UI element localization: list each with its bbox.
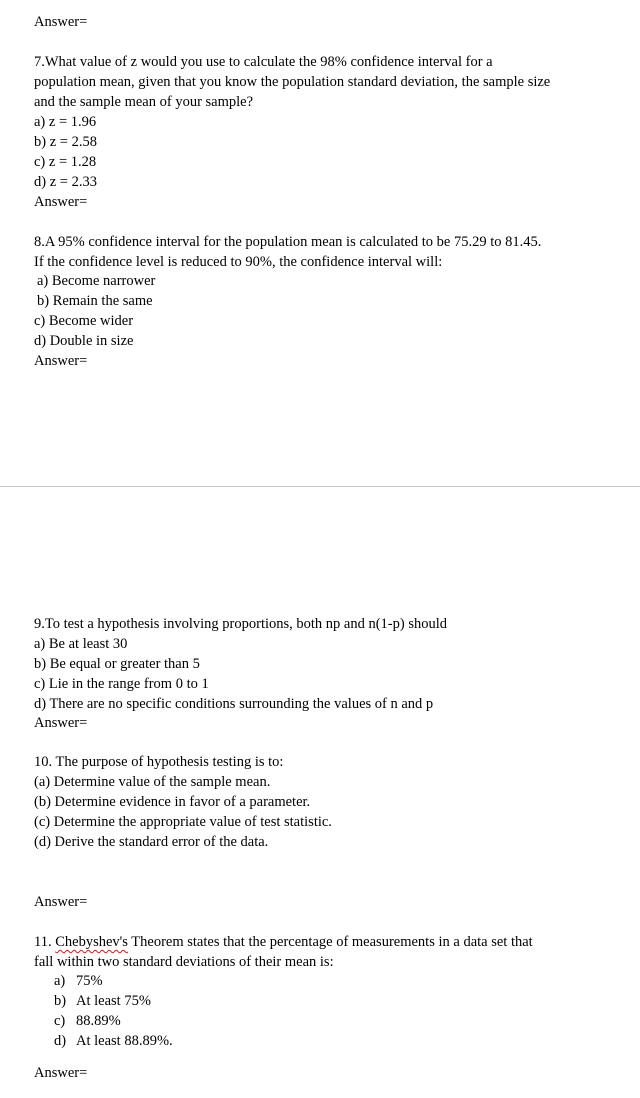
option-label: b) — [54, 993, 67, 1009]
answer-line: Answer= — [34, 715, 88, 731]
option-b: (b) Determine evidence in favor of a parameter. — [34, 794, 311, 810]
option-text: At least 88.89%. — [76, 1033, 173, 1049]
option-a: a) z = 1.96 — [34, 114, 97, 130]
answer-line: Answer= — [34, 1065, 88, 1081]
option-d: d) There are no specific conditions surrounding the values of n and p — [34, 696, 434, 712]
option-c — [54, 1011, 121, 1031]
option-d: d) Double in size — [34, 333, 134, 349]
answer-line: Answer= — [34, 894, 88, 910]
option-b: b) Remain the same — [37, 293, 153, 309]
question-text: If the confidence level is reduced to 90%, the confidence interval will: — [34, 254, 443, 270]
answer-line: Answer= — [34, 353, 88, 369]
question-text: 9.To test a hypothesis involving proportions, both np and n(1-p) should — [34, 616, 448, 632]
question-text: and the sample mean of your sample? — [34, 94, 254, 110]
answer-line: Answer= — [34, 194, 88, 210]
option-text: At least 75% — [76, 993, 151, 1009]
question-text-rest: Theorem states that the percentage of measurements in a data set that — [127, 934, 533, 950]
option-a: a) Be at least 30 — [34, 636, 128, 652]
question-number: 11. — [34, 934, 56, 950]
question-text: fall within two standard deviations of their mean is: — [34, 954, 334, 970]
option-a: (a) Determine value of the sample mean. — [34, 774, 271, 790]
option-c: (c) Determine the appropriate value of test statistic. — [34, 814, 332, 830]
option-text: 75% — [76, 973, 103, 989]
spellcheck-flagged-word[interactable]: Chebyshev's — [55, 934, 128, 950]
option-label: a) — [54, 973, 66, 989]
question-text — [34, 932, 533, 952]
option-d: d) z = 2.33 — [34, 174, 97, 190]
option-d — [54, 1031, 173, 1051]
option-c: c) Become wider — [34, 313, 134, 329]
question-text: 8.A 95% confidence interval for the population mean is calculated to be 75.29 to 81.45. — [34, 234, 542, 250]
option-a — [54, 971, 103, 991]
option-c: c) Lie in the range from 0 to 1 — [34, 676, 209, 692]
option-b — [54, 991, 151, 1011]
option-label: c) — [54, 1013, 66, 1029]
option-b: b) z = 2.58 — [34, 134, 97, 150]
page-break-divider — [0, 486, 640, 487]
answer-line: Answer= — [34, 14, 88, 30]
option-label: d) — [54, 1033, 67, 1049]
option-b: b) Be equal or greater than 5 — [34, 656, 200, 672]
option-d: (d) Derive the standard error of the data. — [34, 834, 269, 850]
question-text: 7.What value of z would you use to calculate the 98% confidence interval for a — [34, 54, 493, 70]
option-text: 88.89% — [76, 1013, 121, 1029]
question-text: population mean, given that you know the population standard deviation, the sample size — [34, 74, 551, 90]
question-text: 10. The purpose of hypothesis testing is to: — [34, 754, 284, 770]
option-a: a) Become narrower — [37, 273, 156, 289]
option-c: c) z = 1.28 — [34, 154, 97, 170]
